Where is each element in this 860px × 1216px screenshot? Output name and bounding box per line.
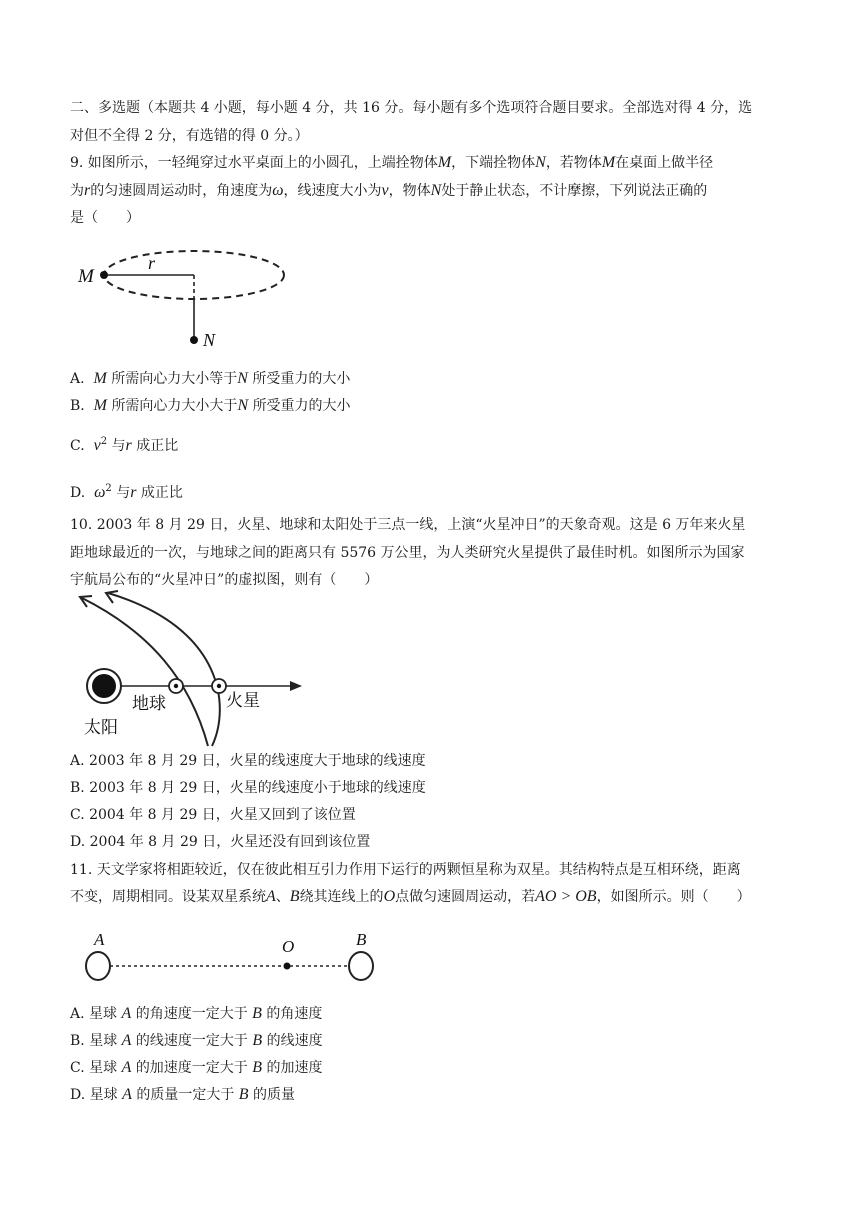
q9-stem-line1: 9. 如图所示，一轻绳穿过水平桌面上的小圆孔，上端拴物体M，下端拴物体N，若物体M在桌面上做半径 [70,154,714,171]
q11-stem-line1: 11. 天文学家将相距较近，仅在彼此相互引力作用下运行的两颗恒星称为双星。其结构特点是互相环绕，距离 [70,862,741,878]
q10-option-d[interactable]: D. 2004 年 8 月 29 日，火星还没有回到该位置 [70,834,371,850]
mars-orbit-arrowhead [106,591,118,603]
section-heading-line2: 对但不全得 2 分，有选错的得 0 分。） [70,128,309,144]
center-o-dot [284,963,291,970]
q11-option-b[interactable]: B. 星球 A 的线速度一定大于 B 的线速度 [70,1032,323,1049]
sun-core [92,674,116,698]
q9-option-a[interactable]: A. M 所需向心力大小等于N 所受重力的大小 [70,370,351,387]
label-a: A [94,930,105,949]
label-m: M [78,266,94,287]
q10-mars-opposition-figure [70,588,310,748]
section-heading-line1: 二、多选题（本题共 4 小题，每小题 4 分，共 16 分。每小题有多个选项符合题目要求。全部选对得 4 分，选 [70,100,753,116]
q9-stem-line3: 是（ ） [70,210,140,226]
q10-stem-line2: 距地球最近的一次，与地球之间的距离只有 5576 万公里，为人类研究火星提供了最佳时机。如图所示为国家 [70,545,745,561]
q11-option-a[interactable]: A. 星球 A 的角速度一定大于 B 的角速度 [70,1005,323,1022]
label-mars: 火星 [226,691,260,710]
earth-marker-dot [174,684,178,688]
label-b: B [356,930,367,949]
mars-marker-dot [217,684,221,688]
label-earth: 地球 [132,694,166,713]
label-n: N [203,330,216,350]
q9-circular-motion-figure [70,240,300,360]
object-m-dot [100,271,108,279]
q10-option-c[interactable]: C. 2004 年 8 月 29 日，火星又回到了该位置 [70,807,356,823]
q11-option-d[interactable]: D. 星球 A 的质量一定大于 B 的质量 [70,1086,296,1103]
q10-option-a[interactable]: A. 2003 年 8 月 29 日，火星的线速度大于地球的线速度 [70,753,426,769]
label-o: O [282,937,295,956]
q10-stem-line1: 10. 2003 年 8 月 29 日，火星、地球和太阳处于三点一线，上演“火星冲日”的天象奇观。这是 6 万年来火星 [70,517,746,533]
label-r: r [148,253,156,273]
q11-binary-star-figure [70,925,390,990]
star-b [349,952,373,980]
q11-option-c[interactable]: C. 星球 A 的加速度一定大于 B 的加速度 [70,1059,323,1076]
q10-stem-line3: 宇航局公布的“火星冲日”的虚拟图，则有（ ） [70,572,379,588]
object-n-dot [190,336,198,344]
q9-option-c[interactable]: C. $v^2$ 与r 成正比 [70,436,179,454]
q9-stem-line2: 为r的匀速圆周运动时，角速度为ω，线速度大小为v，物体N处于静止状态，不计摩擦，下列说法正确的 [70,182,708,199]
alignment-arrowhead [290,681,302,691]
star-a [86,952,110,980]
q10-option-b[interactable]: B. 2003 年 8 月 29 日，火星的线速度小于地球的线速度 [70,780,426,796]
q9-option-d[interactable]: D. $\omega^2$ 与r 成正比 [70,483,183,501]
q9-option-b[interactable]: B. M 所需向心力大小大于N 所受重力的大小 [70,397,351,414]
label-sun: 太阳 [84,718,118,737]
mars-orbit-arc [108,593,220,746]
q11-stem-line2: 不变，周期相同。设某双星系统A、B绕其连线上的O点做匀速圆周运动，若AO > OB，如图所示。则（ ） [70,888,751,905]
